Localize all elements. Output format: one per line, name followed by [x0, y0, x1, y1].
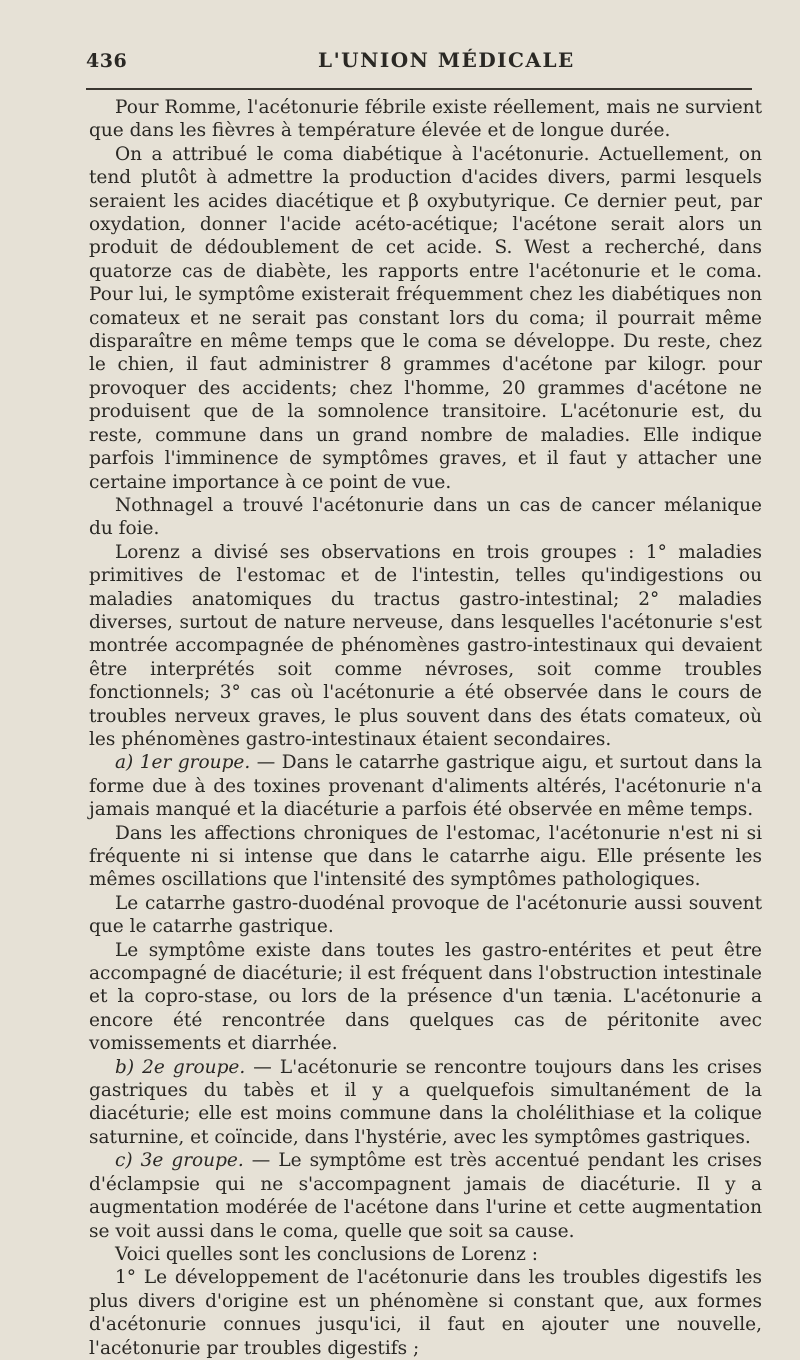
paragraph: Pour Romme, l'acétonurie fébrile existe réellement, mais ne survient que dans les fièvres à température élevée et de longue durée. — [89, 97, 762, 142]
paragraph: Voici quelles sont les conclusions de Lorenz : — [115, 1243, 538, 1265]
paragraph — [89, 751, 762, 821]
paragraph — [89, 1149, 762, 1243]
group-label: b) 2e groupe. — [115, 1056, 246, 1078]
paragraph: On a attribué le coma diabétique à l'acétonurie. Actuellement, on tend plutôt à admettre la production d'acides divers, parmi lesquels seraient les acides diacétique et β oxybutyrique. Ce dernier peut, par oxydation, donner l'acide acéto-acétique; l'acétone serait alors un produit de dédoublement de cet acide. S. West a recherché, dans quatorze cas de diabète, les rapports entre l'acétonurie et le coma. Pour lui, le symptôme existerait fréquemment chez les diabétiques non comateux et ne serait pas constant lors du coma; il pourrait même disparaître en même temps que le coma se développe. Du reste, chez le chien, il faut administrer 8 grammes d'acétone par kilogr. pour provoquer des accidents; chez l'homme, 20 grammes d'acétone ne produisent que de la somnolence transitoire. L'acétonurie est, du reste, commune dans un grand nombre de maladies. Elle indique parfois l'imminence de symptômes graves, et il faut y attacher une certaine importance à ce point de vue. — [89, 143, 762, 493]
paragraph: Lorenz a divisé ses observations en trois groupes : 1° maladies primitives de l'estomac et de l'intestin, telles qu'indigestions ou maladies anatomiques du tractus gastro-intestinal; 2° maladies diverses, surtout de nature nerveuse, dans lesquelles l'acétonurie s'est montrée accompagnée de phénomènes gastro-intestinaux qui devaient être interprétés soit comme névroses, soit comme troubles fonctionnels; 3° cas où l'acétonurie a été observée dans le cours de troubles nerveux graves, le plus souvent dans des états comateux, où les phénomènes gastro-intestinaux étaient secondaires. — [89, 541, 762, 750]
paragraph: 1° Le développement de l'acétonurie dans les troubles digestifs les plus divers d'origine est un phénomène si constant que, aux formes d'acétonurie connues jusqu'ici, il faut en ajouter une nouvelle, l'acétonurie par troubles digestifs ; — [89, 1267, 762, 1359]
journal-title: L'UNION MÉDICALE — [318, 48, 575, 72]
paragraph-text: — L'acétonurie se rencontre toujours dans les crises gastriques du tabès et il y a quelquefois simultanément de la diacéturie; elle est moins commune dans la cholélithiase et la colique saturnine, et coïncide, dans l'hystérie, avec les symptômes gastriques. — [89, 1056, 762, 1148]
paragraph: Le catarrhe gastro-duodénal provoque de l'acétonurie aussi souvent que le catarrhe gastrique. — [89, 892, 762, 938]
paragraph: Nothnagel a trouvé l'acétonurie dans un cas de cancer mélanique du foie. — [89, 494, 762, 540]
group-label: a) 1er groupe. — [115, 752, 251, 774]
paragraph-text: — Le symptôme est très accentué pendant les crises d'éclampsie qui ne s'accompagnent jamais de diacéturie. Il y a augmentation modérée de l'acétone dans l'urine et cette augmentation se voit aussi dans le coma, quelle que soit sa cause. — [89, 1150, 762, 1242]
page-number: 436 — [86, 50, 128, 72]
group-label: c) 3e groupe. — [115, 1150, 244, 1172]
page-header — [86, 44, 760, 84]
paragraph-text: — Dans le catarrhe gastrique aigu, et surtout dans la forme due à des toxines provenant d'aliments altérés, l'acétonurie n'a jamais manqué et la diacéturie a parfois été observée en même temps. — [89, 752, 763, 821]
paragraph: Le symptôme existe dans toutes les gastro-entérites et peut être accompagné de diacéturie; il est fréquent dans l'obstruction intestinale et la copro-stase, ou lors de la présence d'un tænia. L'acétonurie a encore été rencontrée dans quelques cas de péritonite avec vomissements et diarrhée. — [89, 939, 762, 1055]
paragraph: Dans les affections chroniques de l'estomac, l'acétonurie n'est ni si fréquente ni si intense que dans le catarrhe aigu. Elle présente les mêmes oscillations que l'intensité des symptômes pathologiques. — [89, 822, 762, 891]
paragraph — [89, 1056, 762, 1150]
article-body — [89, 96, 762, 1360]
header-rule — [86, 88, 752, 90]
